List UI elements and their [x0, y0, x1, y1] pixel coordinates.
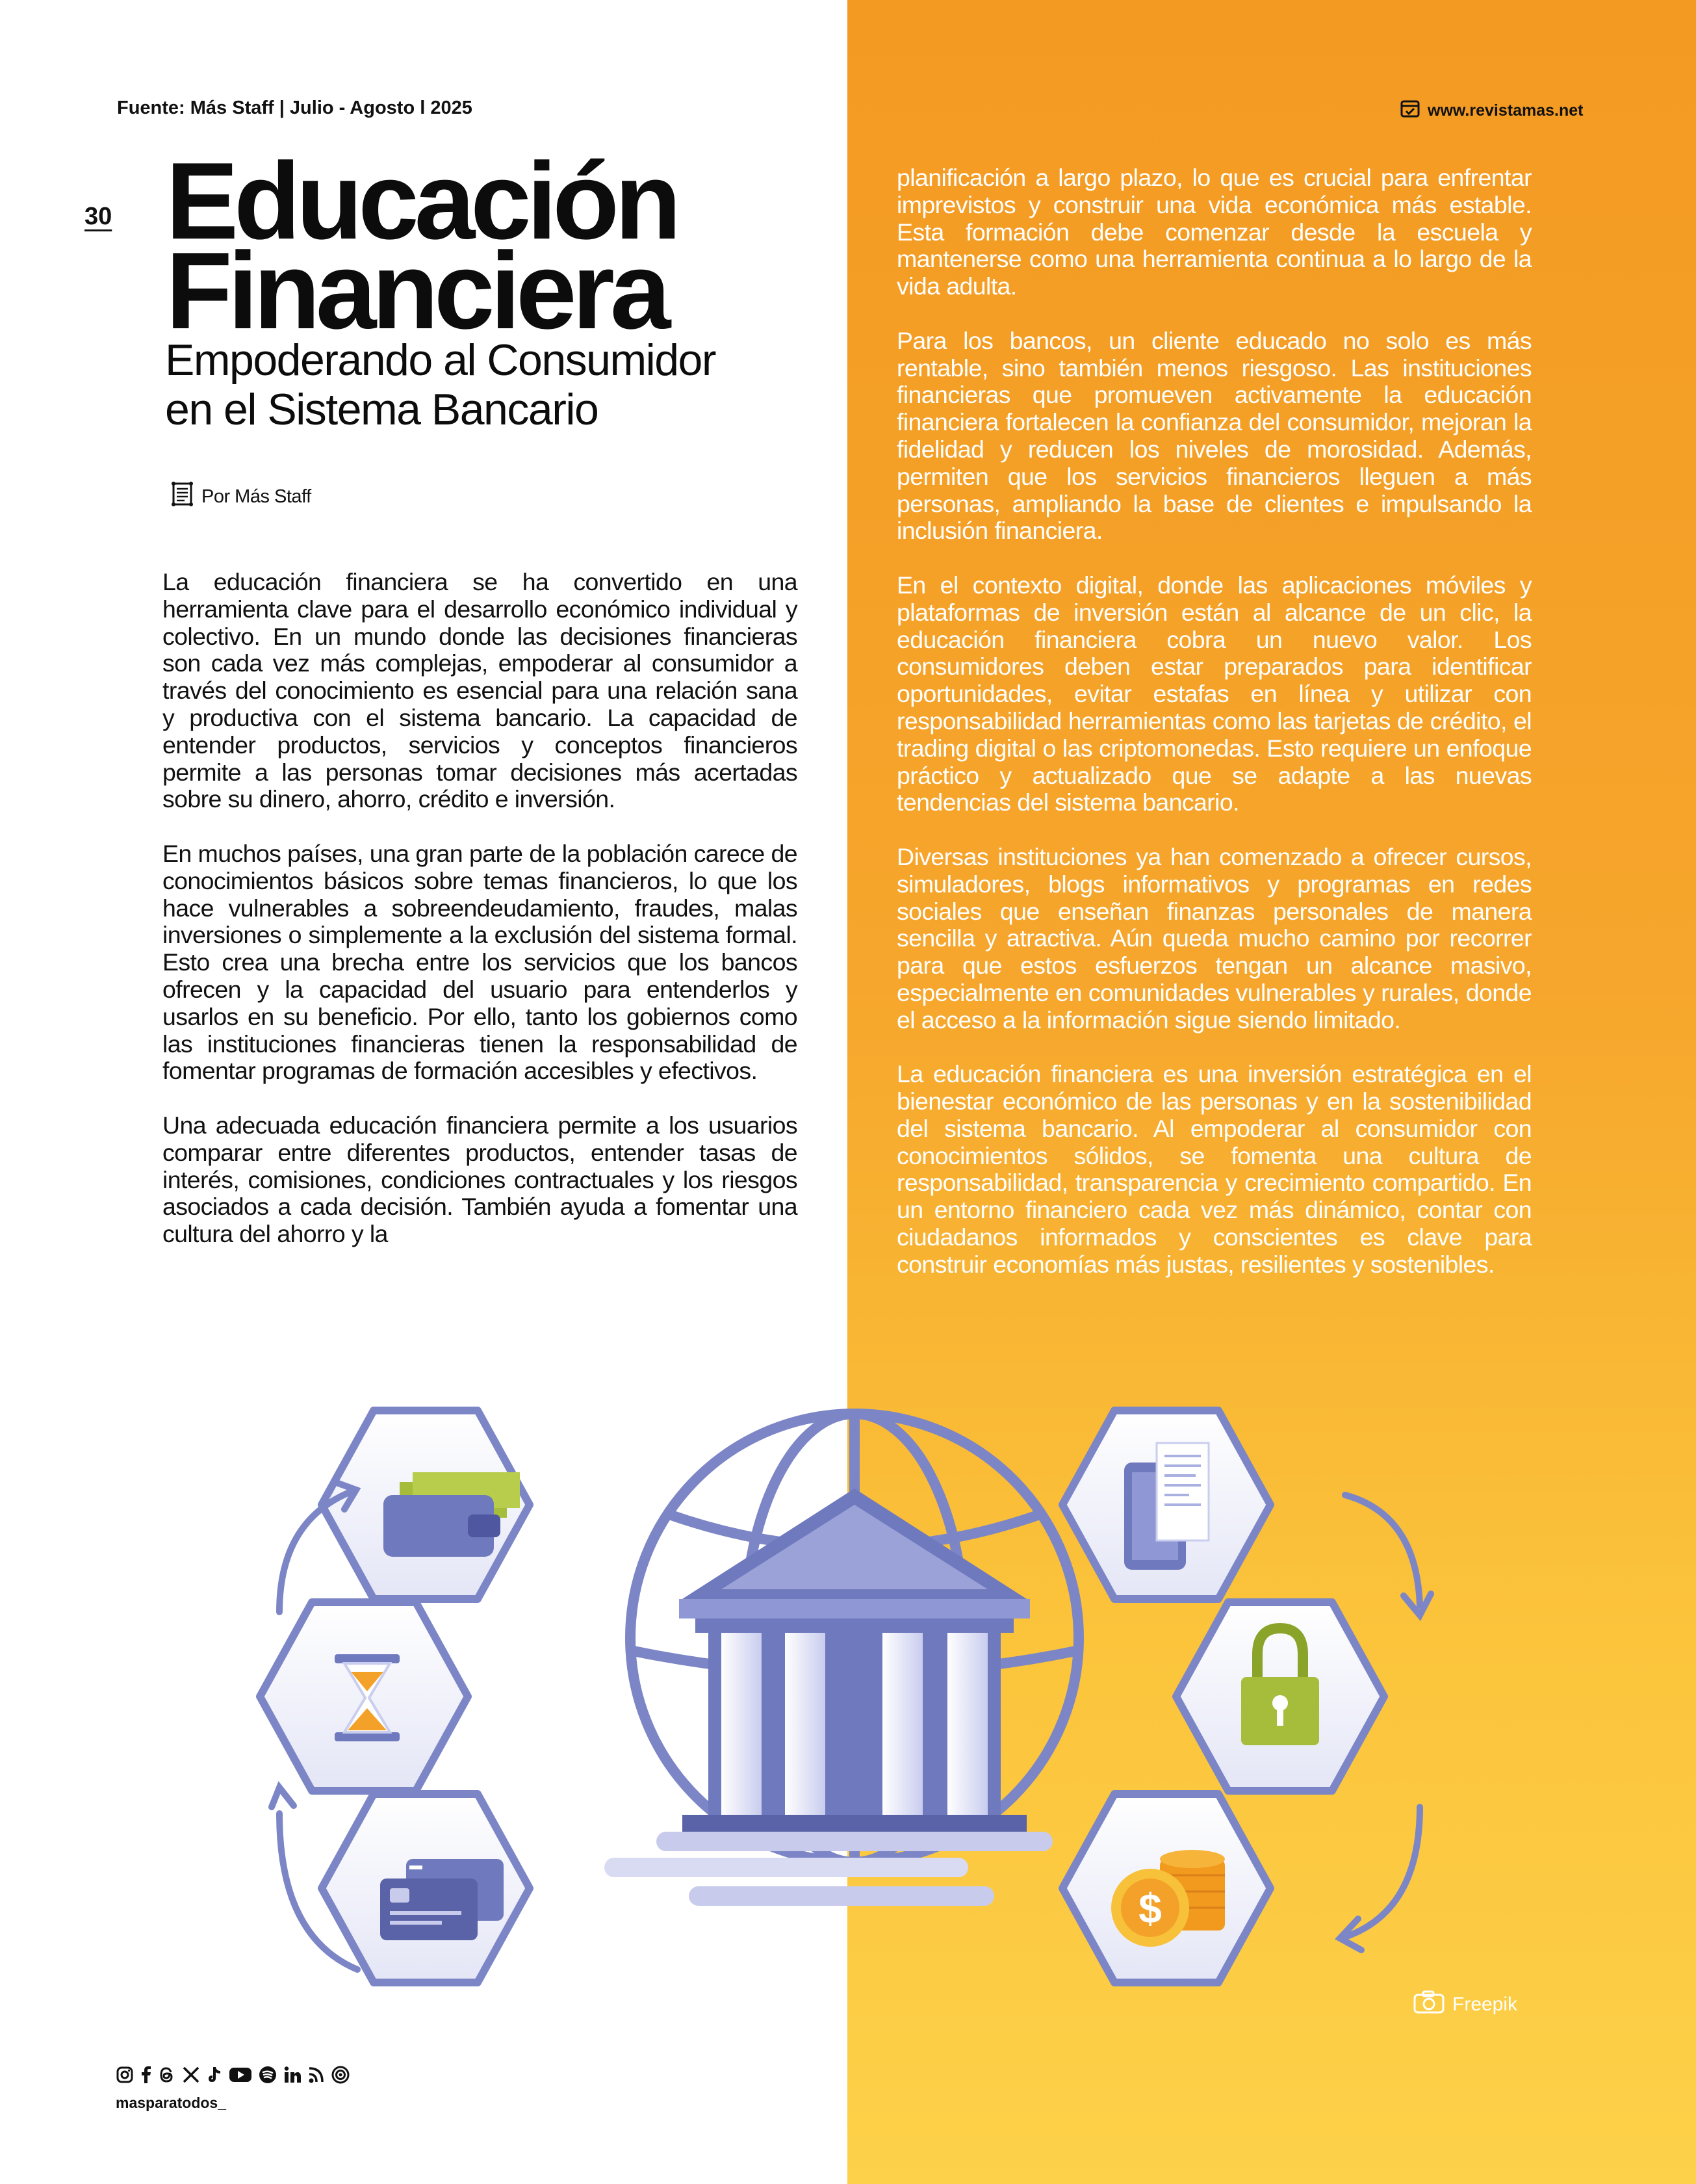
credit-cards-icon: [322, 1794, 530, 1982]
subtitle-line-1: Empoderando al Consumidor: [165, 335, 715, 385]
body-column-left: [162, 569, 797, 1275]
padlock-icon: [1176, 1602, 1384, 1791]
facebook-icon[interactable]: [140, 2066, 152, 2087]
document-icon: [170, 481, 195, 512]
svg-text:$: $: [1138, 1885, 1162, 1932]
wallet-icon: [322, 1410, 530, 1599]
paragraph: La educación financiera es una inversión estratégica en el bienestar económico de las personas y en la sostenibilidad del sistema bancario. Al empoderar al consumidor con conocimientos sólidos, se fomenta una cultura de responsabilidad, transparencia y crecimiento compartido. En un entorno financiero cada vez más dinámico, contar con ciudadanos informados y conscientes es clave para construir economías más justas, resilientes y sostenibles.: [897, 1060, 1532, 1278]
article-title: [166, 140, 777, 352]
x-icon[interactable]: [182, 2066, 200, 2087]
paragraph: Una adecuada educación financiera permite a los usuarios comparar entre diferentes productos, entender tasas de interés, comisiones, condiciones contractuales y los riesgos asociados a cada decisión. También ayuda a fomentar una cultura del ahorro y la: [162, 1111, 797, 1248]
social-handle: masparatodos_: [116, 2094, 227, 2111]
hourglass-icon: [260, 1602, 468, 1791]
paragraph: En muchos países, una gran parte de la población carece de conocimientos básicos sobre temas financieros, lo que los hace vulnerables a sobreendeudamiento, fraudes, malas inversiones o simplemente a la exclusión del sistema formal. Esto crea una brecha entre los servicios que los bancos ofrecen y la capacidad del usuario para entenderlos y usarlos en su beneficio. Por ello, tanto los gobiernos como las instituciones financieras tienen la responsabilidad de fomentar programas de formación accesibles y efectivos.: [162, 839, 797, 1085]
website-link[interactable]: [1400, 99, 1583, 123]
byline: [170, 481, 311, 512]
paragraph: Para los bancos, un cliente educado no solo es más rentable, sino también menos riesgoso. Las instituciones financieras que promueven activamente la educación financiera fortalecen la confianza del consumidor, mejoran la fidelidad y reducen los niveles de morosidad. Además, permiten que los servicios financieros lleguen a más personas, ampliando la base de clientes e impulsando la inclusión financiera.: [897, 326, 1532, 545]
title-line-1: Educación: [166, 140, 677, 262]
bank-icon: [604, 1488, 1053, 1906]
paragraph: Diversas instituciones ya han comenzado a ofrecer cursos, simuladores, blogs informativos y programas en redes sociales que enseñan finanzas personales de manera sencilla y atractiva. Aún queda mucho camino por recorrer para que estos esfuerzos tengan un alcance masivo, especialmente en comunidades vulnerables y rurales, donde el acceso a la información sigue siendo limitado.: [897, 842, 1532, 1034]
camera-icon: [1413, 1990, 1445, 2019]
rss-icon[interactable]: [308, 2066, 325, 2087]
byline-label: Por Más Staff: [201, 486, 311, 507]
instagram-icon[interactable]: [116, 2066, 134, 2087]
tiktok-icon[interactable]: [207, 2066, 222, 2087]
image-credit: [1413, 1990, 1517, 2019]
source-line: Fuente: Más Staff | Julio - Agosto l 2025: [117, 98, 472, 118]
financial-illustration: [253, 1391, 1456, 2022]
coins-dollar-icon: [1062, 1794, 1270, 1982]
paragraph: La educación financiera se ha convertido en una herramienta clave para el desarrollo económico individual y colectivo. En un mundo donde las decisiones financieras son cada vez más complejas, empoderar al consumidor a través del conocimiento es esencial para una relación sana y productiva con el sistema bancario. La capacidad de entender productos, servicios y conceptos financieros permite a las personas tomar decisiones más acertadas sobre su dinero, ahorro, crédito e inversión.: [162, 568, 797, 813]
paragraph: En el contexto digital, donde las aplicaciones móviles y plataformas de inversión están al alcance de un clic, la educación financiera cobra un nuevo valor. Los consumidores deben estar preparados para identificar oportunidades, evitar estafas en línea y utilizar con responsabilidad herramientas como las tarjetas de crédito, el trading digital o las criptomonedas. Esto requiere un enfoque práctico y actualizado que se adapte a las nuevas tendencias del sistema bancario.: [897, 571, 1532, 816]
body-column-right: [897, 164, 1532, 1305]
threads-icon[interactable]: [159, 2066, 175, 2087]
image-credit-label: Freepik: [1452, 1994, 1518, 2015]
podcast-icon[interactable]: [331, 2066, 350, 2087]
youtube-icon[interactable]: [229, 2066, 252, 2087]
title-line-2: Financiera: [166, 229, 667, 352]
paragraph: planificación a largo plazo, lo que es crucial para enfrentar imprevistos y construir una vida económica más estable. Esta formación debe comenzar desde la escuela y mantenerse como una herramienta continua a lo largo de la vida adulta.: [897, 164, 1532, 300]
subtitle-line-2: en el Sistema Bancario: [165, 385, 598, 434]
page-number: 30: [84, 203, 112, 230]
calendar-check-icon: [1400, 99, 1420, 123]
spotify-icon[interactable]: [259, 2066, 277, 2087]
phone-receipt-icon: [1062, 1410, 1270, 1599]
social-icons: [116, 2066, 350, 2087]
website-label: www.revistamas.net: [1428, 101, 1584, 120]
article-subtitle: [165, 335, 815, 434]
linkedin-icon[interactable]: [283, 2066, 302, 2087]
